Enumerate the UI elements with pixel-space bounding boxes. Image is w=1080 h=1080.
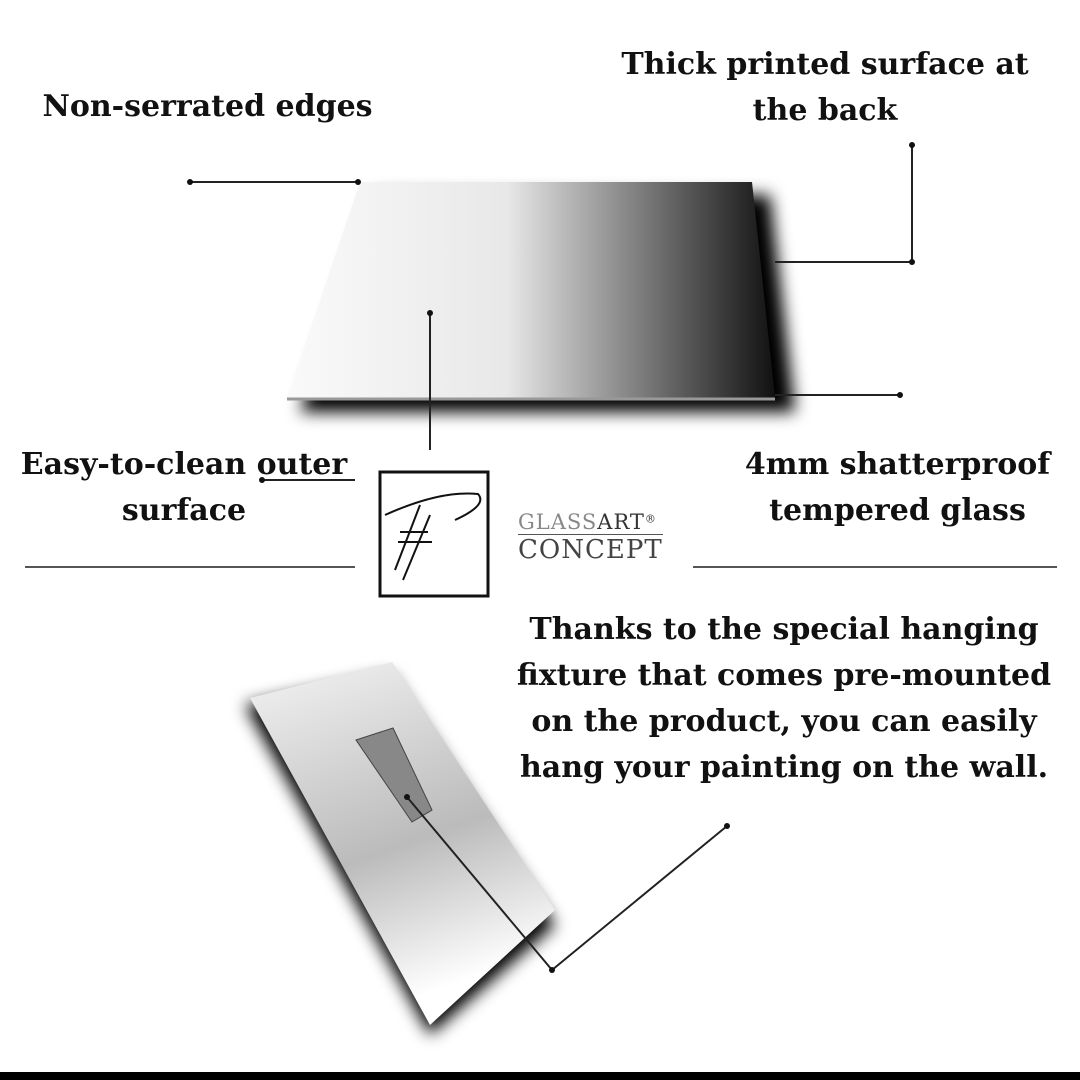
logo-mark [380,472,488,596]
logo-wordmark [518,510,663,565]
logo-concept: CONCEPT [518,535,663,565]
label-edges: Non-serrated edges [42,89,373,124]
logo-registered: ® [644,512,656,526]
label-back-surface: Thick printed surface at the back [621,47,1029,128]
label-hanging: Thanks to the special hanging fixture that comes pre-mounted on the product, you can easily hang your painting on the wall. [516,612,1052,785]
logo-art: ART [597,510,645,534]
label-glass: 4mm shatterproof tempered glass [744,447,1051,528]
glass-panel-top [287,182,775,398]
label-outer-surface: Easy-to-clean outer surface [20,447,348,528]
logo-glass: GLASS [518,510,598,534]
bottom-bar [0,1072,1080,1080]
